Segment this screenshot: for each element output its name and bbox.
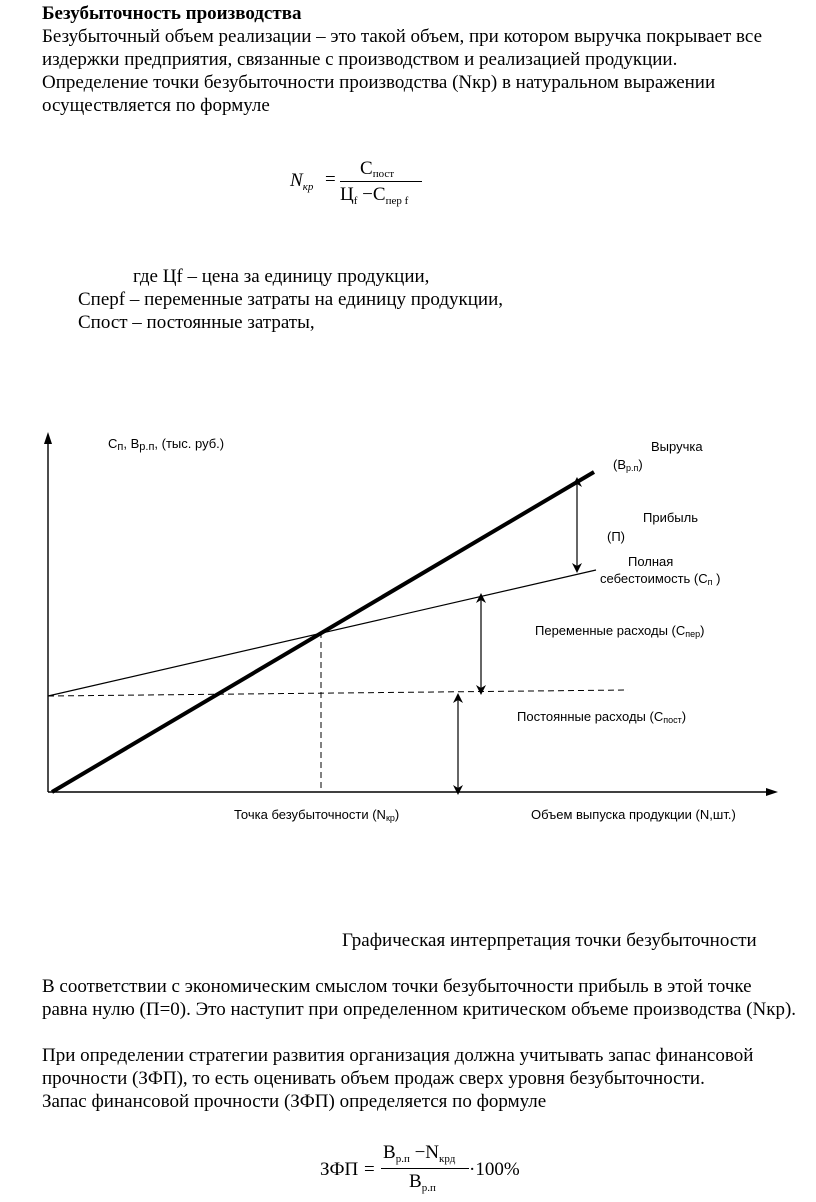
safety-margin-formula [315,1140,535,1200]
x-axis-label: Объем выпуска продукции (N,шт.) [531,807,736,822]
y-axis-arrow-icon [44,432,52,444]
formula1-num: С [360,158,373,179]
profit-label: Прибыль [643,510,698,525]
revenue-label: Выручка [651,439,703,454]
formula2-den-sub: р.п [421,1182,436,1194]
para2-line-1: При определении стратегии развития организация должна учитывать запас финансовой [42,1045,754,1066]
x-axis-arrow-icon [766,788,778,796]
y-axis-label: Сп, Вр.п, (тыс. руб.) [108,436,225,453]
formula2-num-a-sub: р.п [395,1153,410,1165]
total-cost-label: Полная [628,554,674,569]
breakeven-formula [280,158,440,218]
definition-fixed: Спост – постоянные затраты, [78,312,315,333]
formula1-den-b: С [372,184,386,205]
intro-line-4: осуществляется по формуле [42,95,270,116]
definition-price: где Цf – цена за единицу продукции, [133,266,430,287]
formula2-lhs: ЗФП [320,1159,359,1180]
breakeven-label: Точка безубыточности (Nкр) [234,807,400,823]
formula2-equals: = [364,1159,375,1180]
formula2-times: ·100% [469,1159,520,1180]
intro-line-1: Безубыточный объем реализации – это такой объем, при котором выручка покрывает все [42,26,762,47]
formula2-num-minus: − [414,1142,426,1163]
formula1-fraction-bar [340,181,422,182]
para1-line-1: В соответствии с экономическим смыслом точки безубыточности прибыль в этой точке [42,976,752,997]
formula1-lhs-sub: кр [302,181,314,193]
formula2-num-a: В [383,1142,396,1163]
fixed-cost-line [48,690,628,696]
variable-cost-label: Переменные расходы (Спер) [535,623,705,639]
definition-variable: Сперf – переменные затраты на единицу продукции, [78,289,504,310]
formula1-den-a-sub: f [353,195,358,207]
fixed-cost-label: Постоянные расходы (Спост) [517,709,687,725]
formula1-den-a: Ц [340,184,354,205]
para2-line-3: Запас финансовой прочности (ЗФП) определяется по формуле [42,1091,547,1112]
formula2-num-b: N [425,1142,440,1163]
formula1-num-sub: пост [372,168,395,180]
formula1-lhs: N [290,170,303,191]
formula1-den-minus: − [362,184,373,205]
chart-caption: Графическая интерпретация точки безубыточности [342,930,757,951]
para2-line-2: прочности (ЗФП), то есть оценивать объем продаж сверх уровня безубыточности. [42,1068,705,1089]
intro-line-3: Определение точки безубыточности производства (Nкр) в натуральном выражении [42,72,716,93]
total-cost-sublabel: себестоимость (Сп ) [600,571,721,587]
formula2-den: В [409,1171,422,1192]
formula1-den-b-sub: пер f [385,195,409,207]
breakeven-chart [0,420,816,840]
formula2-num-b-sub: крд [439,1153,456,1165]
profit-sublabel: (П) [607,529,626,544]
formula1-equals: = [325,169,336,190]
revenue-line [52,472,594,792]
revenue-sublabel: (Вр.п) [613,457,643,473]
intro-line-2: издержки предприятия, связанные с производством и реализацией продукции. [42,49,678,70]
page-title: Безубыточность производства [42,3,302,24]
para1-line-2: равна нулю (П=0). Это наступит при определенном критическом объеме производства (Nкр). [42,999,797,1020]
formula2-fraction-bar [381,1168,469,1169]
